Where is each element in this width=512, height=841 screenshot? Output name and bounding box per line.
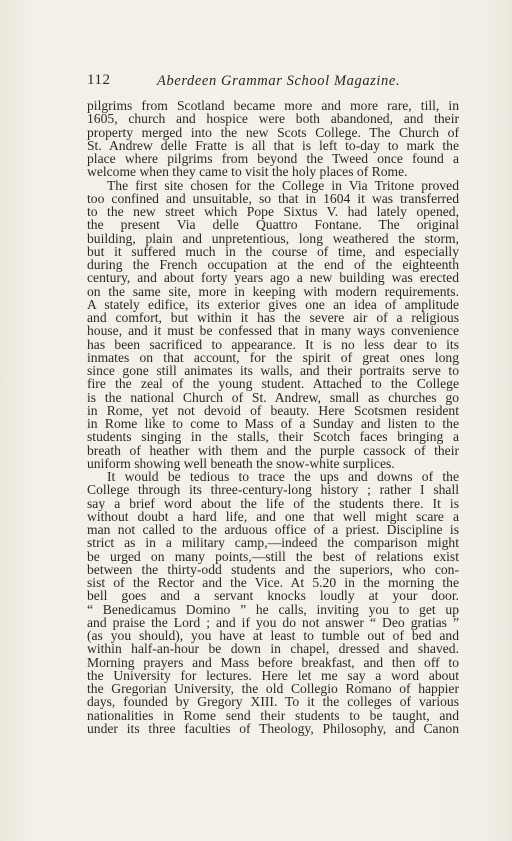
- text-line: is the national Church of St. Andrew, small as churches go: [87, 389, 459, 405]
- text-line: the Gregorian University, the old Collegio Romano of happier: [87, 681, 459, 696]
- text-line: “ Benedicamus Domino ” he calls, inviting you to get up: [87, 601, 459, 617]
- text-line: strict as in a military camp,—indeed the comparison might: [87, 535, 459, 551]
- text-line: Morning prayers and Mass before breakfast, and then off to: [87, 654, 459, 670]
- text-line: (as you should), you have at least to tumble out of bed and: [87, 628, 459, 643]
- text-line: uniform showing well beneath the snow-white surplices.: [87, 455, 395, 471]
- text-line: under its three faculties of Theology, Philosophy, and Canon: [87, 720, 459, 736]
- text-line: house, and it must be confessed that in many ways convenience: [87, 323, 459, 339]
- text-line: in Rome like to come to Mass of a Sunday and listen to the: [87, 416, 459, 431]
- text-line: 1605, church and hospice were both abandoned, and their: [87, 111, 459, 127]
- text-line: man not called to the arduous office of a priest. Discipline is: [87, 522, 459, 537]
- text-line: fire the zeal of the young student. Attached to the College: [87, 376, 459, 392]
- text-line: College through its three-century-long history ; rather I shall: [87, 482, 459, 498]
- text-line: has been sacrificed to appearance. It is no less dear to its: [87, 336, 459, 352]
- text-line: bell goes and a servant knocks loudly at your door.: [87, 588, 459, 604]
- page-number: 112: [87, 72, 111, 88]
- text-line: welcome when they came to visit the holy places of Rome.: [87, 164, 408, 180]
- text-line: inmates on that account, for the spirit of great ones long: [87, 349, 459, 365]
- text-line: students singing in the stalls, their Scotch faces bringing a: [87, 429, 459, 445]
- text-line: the University for lectures. Here let me say a word about: [87, 667, 459, 683]
- text-line: pilgrims from Scotland became more and more rare, till, in: [87, 98, 459, 113]
- text-line: within half-an-hour be down in chapel, dressed and shaved.: [87, 641, 459, 657]
- text-line: nationalities in Rome send their students to be taught, and: [87, 707, 459, 723]
- text-line: and praise the Lord ; and if you do not answer “ Deo gratias ”: [87, 614, 459, 630]
- text-line: It would be tedious to trace the ups and downs of the: [107, 469, 459, 484]
- text-line: but it suffered much in the course of time, and especially: [87, 243, 459, 259]
- text-line: and comfort, but within it has the severe air of a religious: [87, 310, 459, 325]
- text-line: too confined and unsuitable, so that in 1604 it was transferred: [87, 190, 459, 206]
- running-title: Aberdeen Grammar School Magazine.: [157, 73, 401, 89]
- text-line: sist of the Rector and the Vice. At 5.20 in the morning the: [87, 575, 459, 590]
- page-header: [87, 72, 459, 92]
- text-line: century, and about forty years ago a new building was erected: [87, 270, 459, 286]
- text-line: place where pilgrims from beyond the Tweed once found a: [87, 151, 459, 166]
- text-line: The first site chosen for the College in Via Tritone proved: [107, 177, 459, 193]
- text-line: building, plain and unpretentious, long weathered the storm,: [87, 230, 459, 246]
- text-line: the present Via delle Quattro Fontane. The original: [87, 217, 459, 233]
- body-text: [87, 99, 459, 735]
- text-line: on the same site, more in keeping with modern requirements.: [87, 283, 459, 299]
- text-line: St. Andrew delle Fratte is all that is left to-day to mark the: [87, 137, 459, 153]
- text-line: A stately edifice, its exterior gives one an idea of amplitude: [87, 296, 459, 312]
- text-line: since gone still animates its walls, and their portraits serve to: [87, 363, 459, 378]
- text-line: property merged into the new Scots College. The Church of: [87, 124, 459, 140]
- text-line: between the thirty-odd students and the superiors, who con-: [87, 561, 459, 577]
- text-line: days, founded by Gregory XIII. To it the colleges of various: [87, 694, 459, 710]
- text-line: in Rome, yet not devoid of beauty. Here Scotsmen resident: [87, 402, 459, 418]
- text-line: say a brief word about the life of the students there. It is: [87, 495, 459, 511]
- text-line: to the new street which Pope Sixtus V. had lately opened,: [87, 204, 459, 219]
- text-line: without doubt a hard life, and one that well might scare a: [87, 508, 459, 524]
- text-line: during the French occupation at the end of the eighteenth: [87, 257, 459, 272]
- text-line: be urged on many points,—still the best of relations exist: [87, 548, 459, 564]
- text-line: breath of heather with them and the purple cassock of their: [87, 442, 459, 458]
